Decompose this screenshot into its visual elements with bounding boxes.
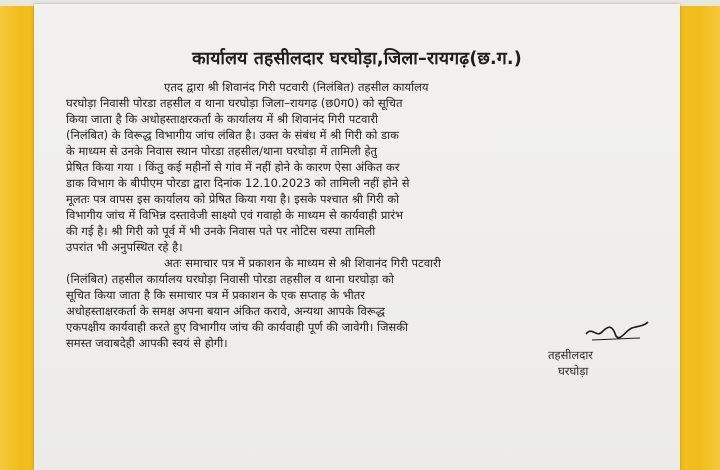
body-line: एतद द्वारा श्री शिवानंद गिरी पटवारी (निलंबित) तहसील कार्यालय [164,80,429,94]
notice-paper [34,4,680,470]
body-line: समस्त जवाबदेही आपकी स्वयं से होगी। [66,336,228,350]
body-line: (निलंबित) तहसील कार्यालय घरघोड़ा निवासी पोरडा तहसील व थाना घरघोड़ा को [66,272,394,286]
body-line: (निलंबित) के विरूद्ध विभागीय जांच लंबित है। उक्त के संबंध में श्री गिरी को डाक [66,128,399,142]
body-line: प्रेषित किया गया । किंतु कई महीनों से गांव में नहीं होने के कारण ऐसा अंकित कर [66,160,400,174]
body-line: की गई है। श्री गिरी को पूर्व में भी उनके निवास पते पर नोटिस चस्पा तामिली [66,224,376,238]
signature-icon [582,316,652,346]
body-line: अतः समाचार पत्र में प्रकाशन के माध्यम से श्री शिवानंद गिरी पटवारी [164,256,441,270]
office-heading: कार्यालय तहसीलदार घरघोड़ा,जिला–रायगढ़(छ.ग.) [192,49,522,69]
signatory-place: घरघोड़ा [558,364,589,378]
body-line: डाक विभाग के बीपीएम पोरडा द्वारा दिनांक 12.10.2023 को तामिली नहीं होने से [66,176,410,190]
body-line: के माध्यम से उनके निवास स्थान पोरडा तहसील/थाना घरघोड़ा में तामिली हेतु [66,144,378,158]
body-line: किया जाता है कि अधोहस्ताक्षरकर्ता के कार्यालय में श्री शिवानंद गिरी पटवारी [66,112,379,126]
body-line: अधोहस्ताक्षरकर्ता के समक्ष अपना बयान अंकित करावे, अन्यथा आपके विरूद्ध [66,304,385,318]
signatory-title: तहसीलदार [548,348,593,362]
body-line: घरघोड़ा निवासी पोरडा तहसील व थाना घरघोड़ा जिला–रायगढ़ (छ0ग0) को सूचित [66,96,403,110]
body-line: एकपक्षीय कार्यवाही करते हुए विभागीय जांच की कार्यवाही पूर्ण की जावेगी। जिसकी [66,320,408,334]
body-line: मूलतः पत्र वापस इस कार्यालय को प्रेषित किया गया है। इसके पश्चात श्री गिरी को [66,192,400,206]
body-line: विभागीय जांच में विभिन्न दस्तावेजी साक्ष्यो एवं गवाहो के माध्यम से कार्यवाही प्रारंभ [66,208,404,222]
body-line: उपरांत भी अनुपस्थित रहे है। [66,240,183,254]
body-line: सूचित किया जाता है कि समाचार पत्र में प्रकाशन के एक सप्ताह के भीतर [66,288,365,302]
